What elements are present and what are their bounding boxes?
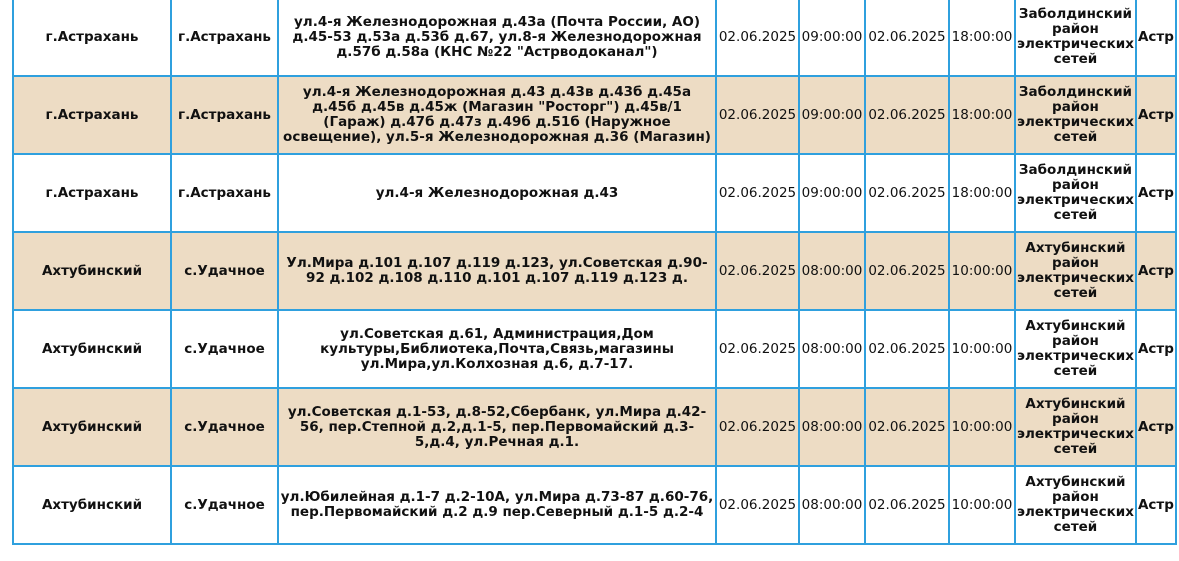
end-date-cell: 02.06.2025 <box>865 310 949 388</box>
address-cell: ул.Юбилейная д.1-7 д.2-10А, ул.Мира д.73-87 д.60-76, пер.Первомайский д.2 д.9 пер.Северный д.1-5 д.2-4 <box>278 466 716 544</box>
district-cell: Ахтубинский <box>13 310 171 388</box>
locality-cell: с.Удачное <box>171 388 278 466</box>
table-row <box>13 310 1176 388</box>
district-cell: г.Астрахань <box>13 0 171 76</box>
start-date-cell: 02.06.2025 <box>716 466 799 544</box>
start-time-cell: 09:00:00 <box>799 154 865 232</box>
truncated-next-column-cell: Астр <box>1136 154 1176 232</box>
end-time-cell: 18:00:00 <box>949 76 1015 154</box>
table-body <box>13 0 1176 544</box>
address-cell: ул.4-я Железнодорожная д.43 д.43в д.43б д.45а д.45б д.45в д.45ж (Магазин "Росторг") д.45в/1 (Гараж) д.47б д.47з д.49б д.51б (Наружное освещение), ул.5-я Железнодорожная д.36 (Магазин) <box>278 76 716 154</box>
table-row <box>13 0 1176 76</box>
address-cell: ул.4-я Железнодорожная д.43 <box>278 154 716 232</box>
start-date-cell: 02.06.2025 <box>716 76 799 154</box>
organization-cell: Ахтубинский район электрических сетей <box>1015 232 1136 310</box>
end-date-cell: 02.06.2025 <box>865 154 949 232</box>
start-time-cell: 08:00:00 <box>799 232 865 310</box>
end-date-cell: 02.06.2025 <box>865 76 949 154</box>
district-cell: Ахтубинский <box>13 466 171 544</box>
start-date-cell: 02.06.2025 <box>716 388 799 466</box>
end-date-cell: 02.06.2025 <box>865 466 949 544</box>
organization-cell: Заболдинский район электрических сетей <box>1015 154 1136 232</box>
end-date-cell: 02.06.2025 <box>865 388 949 466</box>
organization-cell: Ахтубинский район электрических сетей <box>1015 310 1136 388</box>
organization-cell: Ахтубинский район электрических сетей <box>1015 388 1136 466</box>
table-row <box>13 466 1176 544</box>
truncated-next-column-cell: Астр <box>1136 0 1176 76</box>
end-time-cell: 10:00:00 <box>949 466 1015 544</box>
end-time-cell: 10:00:00 <box>949 232 1015 310</box>
table-row <box>13 154 1176 232</box>
truncated-next-column-cell: Астр <box>1136 466 1176 544</box>
address-cell: ул.4-я Железнодорожная д.43а (Почта России, АО) д.45-53 д.53а д.53б д.67, ул.8-я Железнодорожная д.57б д.58а (КНС №22 "Астрводоканал") <box>278 0 716 76</box>
start-time-cell: 08:00:00 <box>799 466 865 544</box>
start-date-cell: 02.06.2025 <box>716 310 799 388</box>
district-cell: г.Астрахань <box>13 154 171 232</box>
end-time-cell: 18:00:00 <box>949 154 1015 232</box>
district-cell: Ахтубинский <box>13 388 171 466</box>
locality-cell: с.Удачное <box>171 466 278 544</box>
truncated-next-column-cell: Астр <box>1136 310 1176 388</box>
locality-cell: г.Астрахань <box>171 154 278 232</box>
end-time-cell: 10:00:00 <box>949 310 1015 388</box>
table-row <box>13 232 1176 310</box>
truncated-next-column-cell: Астр <box>1136 76 1176 154</box>
locality-cell: г.Астрахань <box>171 76 278 154</box>
start-date-cell: 02.06.2025 <box>716 154 799 232</box>
truncated-next-column-cell: Астр <box>1136 232 1176 310</box>
end-date-cell: 02.06.2025 <box>865 232 949 310</box>
address-cell: ул.Советская д.1-53, д.8-52,Сбербанк, ул.Мира д.42-56, пер.Степной д.2,д.1-5, пер.Первомайский д.3-5,д.4, ул.Речная д.1. <box>278 388 716 466</box>
start-time-cell: 08:00:00 <box>799 310 865 388</box>
table-row <box>13 388 1176 466</box>
start-time-cell: 09:00:00 <box>799 0 865 76</box>
organization-cell: Заболдинский район электрических сетей <box>1015 0 1136 76</box>
table-row <box>13 76 1176 154</box>
end-time-cell: 18:00:00 <box>949 0 1015 76</box>
organization-cell: Заболдинский район электрических сетей <box>1015 76 1136 154</box>
start-time-cell: 09:00:00 <box>799 76 865 154</box>
address-cell: ул.Советская д.61, Администрация,Дом культуры,Библиотека,Почта,Связь,магазины ул.Мира,ул.Колхозная д.6, д.7-17. <box>278 310 716 388</box>
district-cell: Ахтубинский <box>13 232 171 310</box>
truncated-next-column-cell: Астр <box>1136 388 1176 466</box>
start-date-cell: 02.06.2025 <box>716 0 799 76</box>
locality-cell: г.Астрахань <box>171 0 278 76</box>
end-time-cell: 10:00:00 <box>949 388 1015 466</box>
outage-table <box>12 0 1177 545</box>
organization-cell: Ахтубинский район электрических сетей <box>1015 466 1136 544</box>
start-date-cell: 02.06.2025 <box>716 232 799 310</box>
end-date-cell: 02.06.2025 <box>865 0 949 76</box>
address-cell: Ул.Мира д.101 д.107 д.119 д.123, ул.Советская д.90-92 д.102 д.108 д.110 д.101 д.107 д.119 д.123 д. <box>278 232 716 310</box>
locality-cell: с.Удачное <box>171 310 278 388</box>
district-cell: г.Астрахань <box>13 76 171 154</box>
start-time-cell: 08:00:00 <box>799 388 865 466</box>
locality-cell: с.Удачное <box>171 232 278 310</box>
